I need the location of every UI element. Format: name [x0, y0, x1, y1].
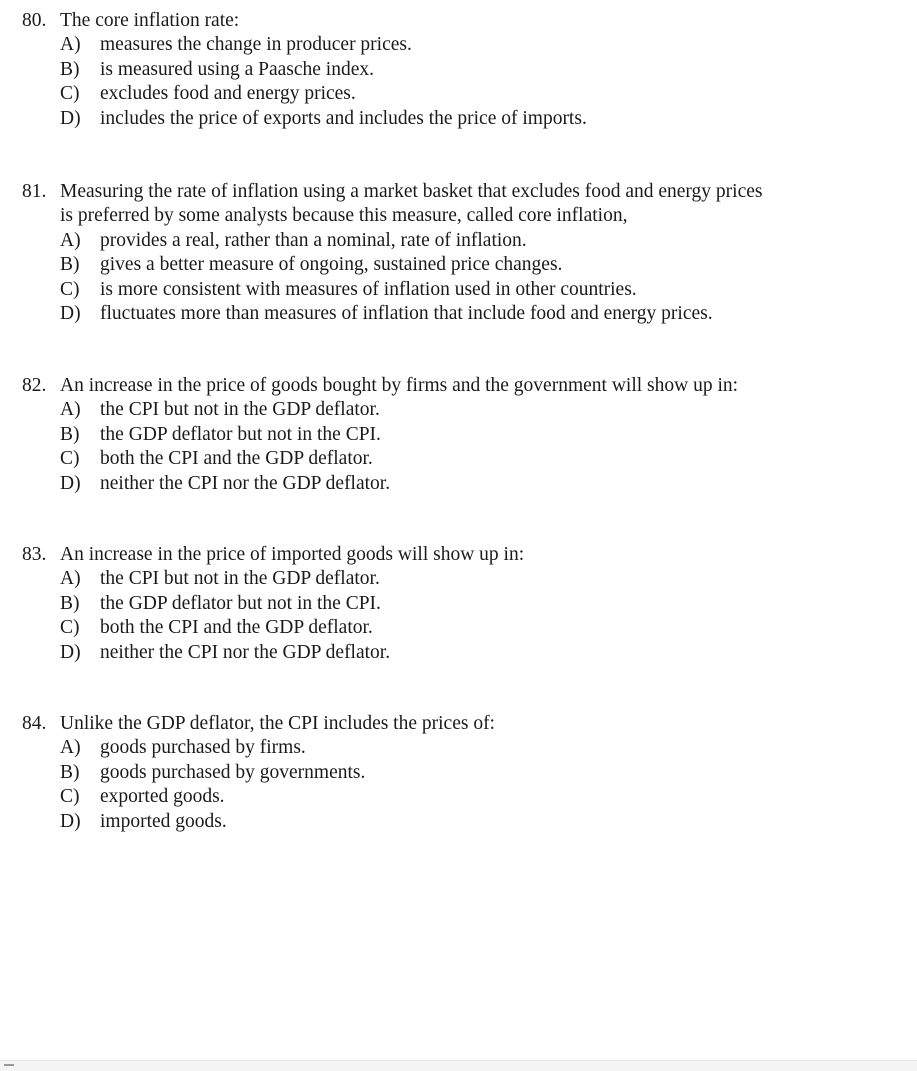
- option-letter: B): [60, 592, 80, 614]
- question-number: 83.: [22, 544, 47, 565]
- option-text: provides a real, rather than a nominal, rate of inflation.: [100, 229, 527, 251]
- option-letter: C): [60, 448, 80, 470]
- answer-option-c: [22, 616, 902, 640]
- question-text: Measuring the rate of inflation using a market basket that excludes food and energy prices is preferred by some analysts because this measure, called core inflation,: [60, 181, 763, 227]
- question-84: [22, 712, 902, 834]
- answer-options: [22, 229, 902, 327]
- question-number: 84.: [22, 713, 47, 734]
- option-letter: C): [60, 278, 80, 300]
- question-stem-row: [22, 374, 902, 398]
- question-81: [22, 180, 902, 326]
- answer-option-b: [22, 423, 902, 447]
- option-letter: D): [60, 472, 81, 494]
- option-text: fluctuates more than measures of inflation that include food and energy prices.: [100, 303, 713, 325]
- option-letter: D): [60, 107, 81, 129]
- option-letter: D): [60, 810, 81, 832]
- answer-option-a: [22, 229, 902, 253]
- answer-option-d: [22, 641, 902, 665]
- option-letter: D): [60, 641, 81, 663]
- question-number: 80.: [22, 10, 47, 31]
- option-text: the CPI but not in the GDP deflator.: [100, 568, 380, 590]
- option-text: measures the change in producer prices.: [100, 34, 412, 56]
- question-80: [22, 9, 902, 131]
- answer-option-c: [22, 278, 902, 302]
- option-text: the CPI but not in the GDP deflator.: [100, 399, 380, 421]
- option-letter: B): [60, 423, 80, 445]
- answer-option-c: [22, 447, 902, 471]
- question-text: The core inflation rate:: [60, 10, 240, 31]
- answer-options: [22, 736, 902, 834]
- answer-option-b: [22, 592, 902, 616]
- option-letter: B): [60, 58, 80, 80]
- answer-option-d: [22, 107, 902, 131]
- answer-option-d: [22, 302, 902, 326]
- option-text: imported goods.: [100, 810, 227, 832]
- option-letter: A): [60, 399, 81, 421]
- option-letter: D): [60, 303, 81, 325]
- option-text: is measured using a Paasche index.: [100, 58, 375, 80]
- question-number: 82.: [22, 375, 47, 396]
- answer-option-d: [22, 472, 902, 496]
- answer-option-b: [22, 761, 902, 785]
- answer-options: [22, 33, 902, 131]
- question-text: An increase in the price of imported goods will show up in:: [60, 544, 525, 565]
- question-number: 81.: [22, 181, 47, 202]
- answer-options: [22, 567, 902, 665]
- answer-option-b: [22, 253, 902, 277]
- option-letter: C): [60, 617, 80, 639]
- question-82: [22, 374, 902, 496]
- option-text: neither the CPI nor the GDP deflator.: [100, 472, 391, 494]
- page-bottom-edge: [0, 1060, 917, 1071]
- option-text: gives a better measure of ongoing, sustained price changes.: [100, 254, 563, 276]
- option-letter: B): [60, 761, 80, 783]
- answer-option-a: [22, 736, 902, 760]
- option-text: goods purchased by firms.: [100, 737, 306, 759]
- answer-option-a: [22, 33, 902, 57]
- option-letter: B): [60, 254, 80, 276]
- option-letter: A): [60, 229, 81, 251]
- option-text: includes the price of exports and includes the price of imports.: [100, 107, 587, 129]
- option-text: both the CPI and the GDP deflator.: [100, 448, 373, 470]
- question-text: Unlike the GDP deflator, the CPI includes the prices of:: [60, 713, 495, 734]
- answer-option-a: [22, 567, 902, 591]
- answer-option-b: [22, 58, 902, 82]
- question-stem-row: [22, 9, 902, 33]
- answer-option-c: [22, 785, 902, 809]
- option-text: both the CPI and the GDP deflator.: [100, 617, 373, 639]
- option-text: the GDP deflator but not in the CPI.: [100, 592, 381, 614]
- option-letter: A): [60, 34, 81, 56]
- option-letter: A): [60, 568, 81, 590]
- answer-option-d: [22, 810, 902, 834]
- option-letter: A): [60, 737, 81, 759]
- answer-option-a: [22, 398, 902, 422]
- question-stem-row: [22, 712, 902, 736]
- bottom-edge-mark: [4, 1064, 14, 1066]
- option-letter: C): [60, 786, 80, 808]
- option-text: neither the CPI nor the GDP deflator.: [100, 641, 391, 663]
- option-letter: C): [60, 83, 80, 105]
- question-stem-row: [22, 180, 902, 229]
- option-text: is more consistent with measures of inflation used in other countries.: [100, 278, 637, 300]
- answer-options: [22, 398, 902, 496]
- question-text: An increase in the price of goods bought by firms and the government will show up in:: [60, 375, 739, 396]
- option-text: exported goods.: [100, 786, 225, 808]
- option-text: excludes food and energy prices.: [100, 83, 356, 105]
- question-stem-row: [22, 543, 902, 567]
- answer-option-c: [22, 82, 902, 106]
- option-text: the GDP deflator but not in the CPI.: [100, 423, 381, 445]
- question-83: [22, 543, 902, 665]
- option-text: goods purchased by governments.: [100, 761, 366, 783]
